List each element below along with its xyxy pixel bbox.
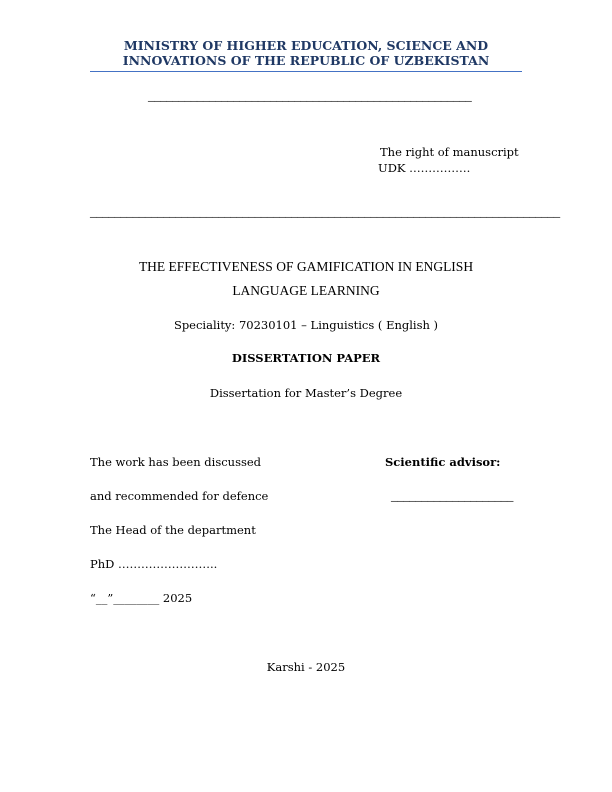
department-head-text: The Head of the department [90, 523, 256, 537]
speciality-text: Speciality: 70230101 – Linguistics ( English ) [173, 318, 439, 332]
dissertation-title-line-1: THE EFFECTIVENESS OF GAMIFICATION IN ENGLISH [138, 259, 474, 274]
udk-label: UDK ……………. [378, 161, 471, 175]
date-line: “__”________ 2025 [90, 591, 193, 605]
recommended-text: and recommended for defence [90, 489, 269, 503]
paper-type-heading: DISSERTATION PAPER [231, 351, 381, 365]
ministry-title-line-1: MINISTRY OF HIGHER EDUCATION, SCIENCE AND [123, 38, 489, 53]
author-blank-line: _____________________________________________________________________________ [90, 204, 560, 219]
ministry-title-line-2: INNOVATIONS OF THE REPUBLIC OF UZBEKISTAN [122, 53, 490, 68]
manuscript-right-label: The right of manuscript [380, 145, 519, 159]
phd-line: PhD …………………….. [90, 557, 218, 571]
advisor-signature-line: ____________________ [391, 488, 514, 503]
dissertation-title-line-2: LANGUAGE LEARNING [232, 283, 380, 298]
degree-text: Dissertation for Master’s Degree [209, 386, 403, 400]
place-year: Karshi - 2025 [266, 660, 346, 674]
institution-blank-line: _____________________________________________________ [148, 88, 472, 103]
header-divider [90, 71, 522, 72]
scientific-advisor-label: Scientific advisor: [385, 455, 501, 469]
discussed-text: The work has been discussed [90, 455, 262, 469]
